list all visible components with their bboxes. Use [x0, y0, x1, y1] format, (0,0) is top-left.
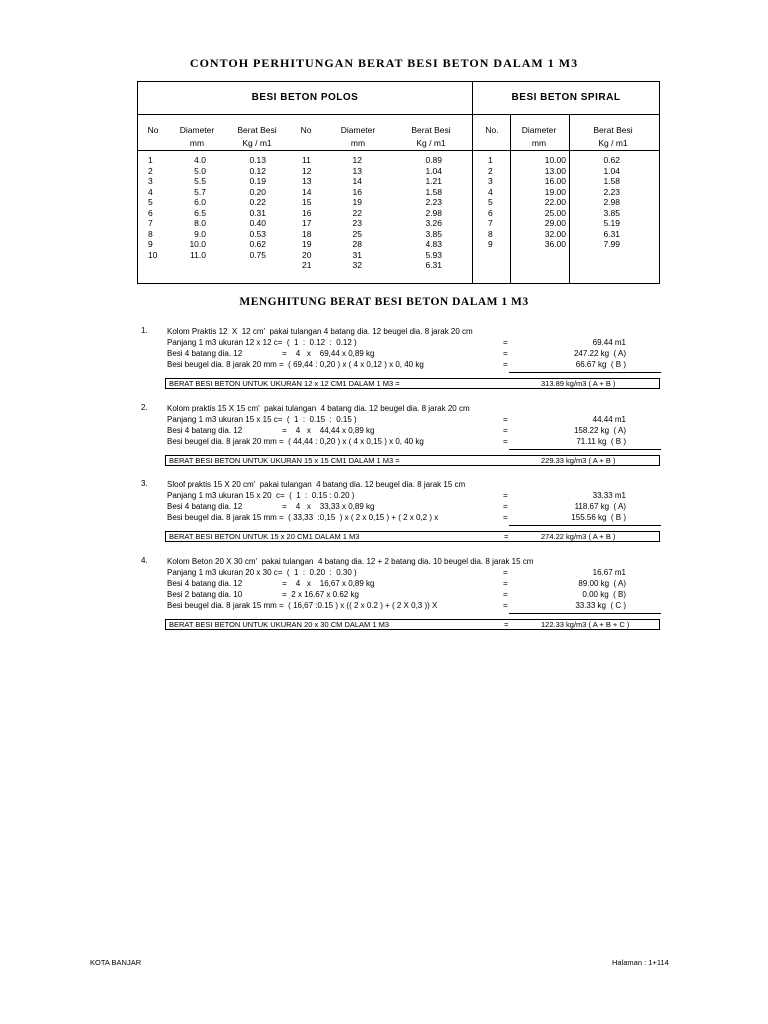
section-2-values: 44.44 m1 158.22 kg ( A) 71.11 kg ( B ): [573, 415, 626, 446]
col-no-3: No.: [485, 125, 499, 135]
section-2-underline: [509, 449, 661, 450]
section-2-result-box: [165, 455, 660, 466]
footer-page: Halaman : 1+114: [612, 958, 669, 967]
section-1-line-3: Besi beugel dia. 8 jarak 20 mm = ( 69,44 : 0,20 ) x ( 4 x 0,12 ) x 0, 40 kg: [167, 360, 424, 369]
spiral-no: 1 2 3 4 5 6 7 8 9: [488, 155, 493, 249]
polos-left-diameter: 4.0 5.0 5.5 5.7 6.0 6.5 8.0 9.0 10.0 11.0: [189, 155, 206, 260]
col-diameter-2: Diameter mm: [340, 125, 376, 148]
section-4-result-equals: =: [504, 620, 509, 629]
section-4-line-2: Besi 4 batang dia. 12 = 4 x 16,67 x 0,89 kg: [167, 579, 375, 588]
polos-right-no: 11 12 13 14 15 16 17 18 19 20 21: [302, 155, 312, 270]
section-3-result-label: BERAT BESI BETON UNTUK 15 x 20 CM1 DALAM 1 M3: [169, 532, 360, 541]
section-4-line-4: Besi beugel dia. 8 jarak 15 mm = ( 16,67 :0.15 ) x (( 2 x 0.2 ) + ( 2 X 0,3 )) X: [167, 601, 438, 610]
section-2-heading: Kolom praktis 15 X 15 cm' pakai tulangan 4 batang dia. 12 beugel dia. 8 jarak 20 cm: [167, 404, 470, 413]
section-3-heading: Sloof praktis 15 X 20 cm' pakai tulangan 4 batang dia. 12 beugel dia. 8 jarak 15 cm: [167, 480, 466, 489]
col-diameter-3: Diameter mm: [521, 125, 557, 148]
section-3-line-2: Besi 4 batang dia. 12 = 4 x 33,33 x 0,89 kg: [167, 502, 375, 511]
section-2-equals: = = =: [503, 415, 508, 446]
section-2-line-1: Panjang 1 m3 ukuran 15 x 15 c= ( 1 : 0.15 : 0.15 ): [167, 415, 357, 424]
section-1-result-value: 313.89 kg/m3 ( A + B ): [541, 379, 616, 388]
reference-table: [137, 81, 660, 284]
col-berat: Berat Besi Kg / m1: [237, 125, 277, 148]
section-3-result-box: [165, 531, 660, 542]
section-4-line-1: Panjang 1 m3 ukuran 20 x 30 c= ( 1 : 0.20 : 0.30 ): [167, 568, 357, 577]
section-4-equals: = = = =: [503, 568, 508, 610]
footer-city: KOTA BANJAR: [90, 958, 142, 967]
section-4-number: 4.: [141, 556, 148, 565]
section-1-values: 69.44 m1 247.22 kg ( A) 66.67 kg ( B ): [573, 338, 626, 369]
section-2-line-3: Besi beugel dia. 8 jarak 20 mm = ( 44,44 : 0,20 ) x ( 4 x 0,15 ) x 0, 40 kg: [167, 437, 424, 446]
col-no-2: No: [300, 125, 312, 135]
section-4-heading: Kolom Beton 20 X 30 cm' pakai tulangan 4 batang dia. 12 + 2 batang dia. 10 beugel dia. 8 jarak 15 cm: [167, 557, 534, 566]
section-1-heading: Kolom Praktis 12 X 12 cm' pakai tulangan 4 batang dia. 12 beugel dia. 8 jarak 20 cm: [167, 327, 473, 336]
section-3-number: 3.: [141, 479, 148, 488]
polos-right-berat: 0.89 1.04 1.21 1.58 2.23 2.98 3.26 3.85 4.83 5.93 6.31: [425, 155, 442, 270]
document-title: CONTOH PERHITUNGAN BERAT BESI BETON DALAM 1 M3: [189, 56, 579, 70]
section-1-line-2: Besi 4 batang dia. 12 = 4 x 69,44 x 0,89 kg: [167, 349, 375, 358]
header-besi-polos: BESI BETON POLOS: [251, 92, 359, 103]
col-diameter: Diameter mm: [179, 125, 215, 148]
col-berat-2: Berat Besi Kg / m1: [411, 125, 451, 148]
section-2-result-value: 229.33 kg/m3 ( A + B ): [541, 456, 616, 465]
section-title: MENGHITUNG BERAT BESI BETON DALAM 1 M3: [239, 296, 529, 308]
spiral-berat: 0.62 1.04 1.58 2.23 2.98 3.85 5.19 6.31 7.99: [603, 155, 620, 249]
section-3-result-equals: =: [504, 532, 509, 541]
section-2-result-label: BERAT BESI BETON UNTUK UKURAN 15 x 15 CM1 DALAM 1 M3 =: [169, 456, 400, 465]
section-1-result-box: [165, 378, 660, 389]
section-1-result-label: BERAT BESI BETON UNTUK UKURAN 12 x 12 CM1 DALAM 1 M3 =: [169, 379, 400, 388]
section-3-values: 33.33 m1 118.67 kg ( A) 155.56 kg ( B ): [571, 491, 626, 522]
section-4-line-3: Besi 2 batang dia. 10 = 2 x 16.67 x 0.62 kg: [167, 590, 359, 599]
section-3-line-1: Panjang 1 m3 ukuran 15 x 20 c= ( 1 : 0.15 : 0.20 ): [167, 491, 355, 500]
section-2-number: 2.: [141, 403, 148, 412]
section-4-result-label: BERAT BESI BETON UNTUK UKURAN 20 x 30 CM DALAM 1 M3: [169, 620, 390, 629]
section-1-equals: = = =: [503, 338, 508, 369]
col-no: No: [147, 125, 159, 135]
section-1-underline: [509, 372, 661, 373]
header-besi-spiral: BESI BETON SPIRAL: [511, 92, 621, 103]
section-4-values: 16.67 m1 89.00 kg ( A) 0.00 kg ( B) 33.33 kg ( C ): [575, 568, 626, 610]
section-4-result-box: [165, 619, 660, 630]
col-berat-3: Berat Besi Kg / m1: [593, 125, 633, 148]
polos-left-berat: 0.13 0.12 0.19 0.20 0.22 0.31 0.40 0.53 0.62 0.75: [249, 155, 266, 260]
section-2-line-2: Besi 4 batang dia. 12 = 4 x 44,44 x 0,89 kg: [167, 426, 375, 435]
section-3-line-3: Besi beugel dia. 8 jarak 15 mm = ( 33,33 :0,15 ) x ( 2 x 0,15 ) + ( 2 x 0,2 ) x: [167, 513, 439, 522]
section-3-underline: [509, 525, 661, 526]
section-4-result-value: 122.33 kg/m3 ( A + B + C ): [541, 620, 630, 629]
section-4-underline: [509, 613, 661, 614]
polos-left-no: 1 2 3 4 5 6 7 8 9 10: [148, 155, 158, 260]
section-3-equals: = = =: [503, 491, 508, 522]
section-1-number: 1.: [141, 326, 148, 335]
section-3-result-value: 274.22 kg/m3 ( A + B ): [541, 532, 616, 541]
spiral-diameter: 10.00 13.00 16.00 19.00 22.00 25.00 29.00 32.00 36.00: [544, 155, 566, 249]
polos-right-diameter: 12 13 14 16 19 22 23 25 28 31 32: [352, 155, 362, 270]
section-1-line-1: Panjang 1 m3 ukuran 12 x 12 c= ( 1 : 0.12 : 0.12 ): [167, 338, 357, 347]
